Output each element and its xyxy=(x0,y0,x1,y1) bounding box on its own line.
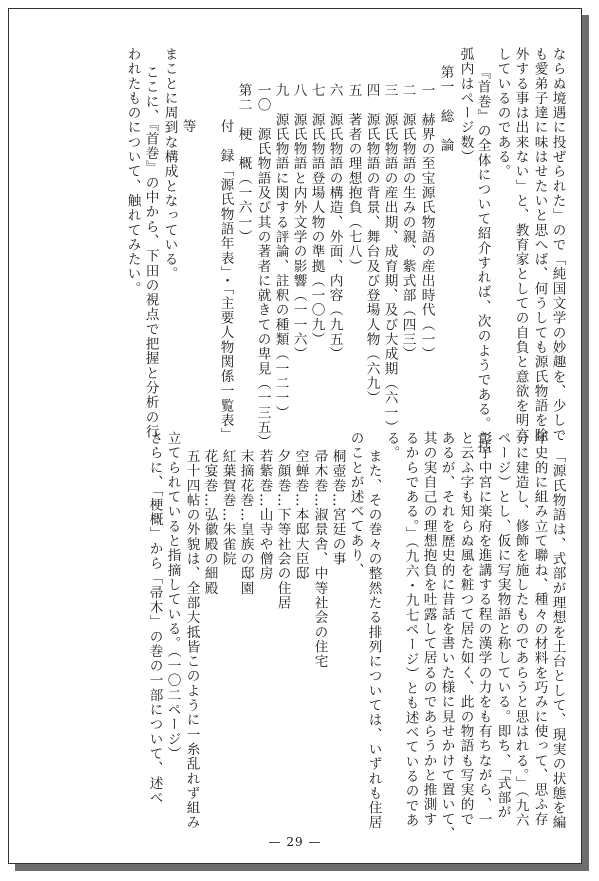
left-text-line: 末摘花巻…皇族の邸園 xyxy=(237,449,254,596)
right-text-line: 九 源氏物語に関する評論、註釈の種類（一二一） xyxy=(272,83,289,420)
left-text-line: 紅葉賀巻…朱雀院 xyxy=(219,449,236,567)
right-text-line: も愛弟子達に味はせたいと思へば、何うしても源氏物語を除 xyxy=(531,47,548,443)
right-text-line: 四 源氏物語の背景、舞台及び登場人物（六九） xyxy=(363,83,380,406)
left-text-line: るからである。」（九六・九七ページ）とも述べているのであ xyxy=(402,431,419,828)
left-text-line: 立てられていると指摘している。（一〇二ページ） xyxy=(164,431,181,762)
right-text-line: 外する事は出来ない」と、教育家としての自負と意欲を明言 xyxy=(512,47,529,443)
left-text-line: 桐壺巻…宮廷の事 xyxy=(329,449,346,567)
left-text-line: 分に建造し、修飾を施したものであらうと思はれる。」（九六 xyxy=(512,431,529,828)
left-text-line: さらに、「梗概」から「帚木」の巻の一部について、述べ xyxy=(146,431,163,806)
left-text-line: 夕顔巻…下等社会の住居 xyxy=(274,449,291,611)
right-text-line: 六 源氏物語の構造、外面、内容（九五） xyxy=(326,83,343,362)
right-text-line: 一 赫界の至宝源氏物語の産出時代（一） xyxy=(418,83,435,362)
left-text-line: 年史的に組み立て聯ね、種々の材料を巧みに使って、思ふ存 xyxy=(531,431,548,827)
left-text-line: 花宴巻…弘徽殿の細殿 xyxy=(201,449,218,596)
right-text-line: 一〇 源氏物語及び其の著者に就きての卑見（一三五） xyxy=(254,83,271,450)
right-text-line: 五 著者の理想抱負（七八） xyxy=(345,83,362,274)
right-text-line: まことに周到な構成となっている。 xyxy=(161,47,178,282)
left-text-line: ページ）とし、仮に写実物語と称している。即ち、「式部が xyxy=(494,431,511,820)
left-text-line: と云ふ字も知らぬ風を粧つて居た如く、此の物語も写実的で xyxy=(457,431,474,827)
left-text-line: 彰子中宮に楽府を進講する程の漢学の力をも有ちながら、一 xyxy=(475,431,492,827)
right-text-line: 弧内はページ数） xyxy=(457,47,474,165)
left-text-line: 帚木巻…淑景舎、中等社会の住宅 xyxy=(311,449,328,669)
right-text-line: 等 xyxy=(179,119,196,134)
right-text-line: 第二 梗 概（一六一） xyxy=(235,83,252,245)
right-text-line: 『首巻』の全体について紹介すれば、次のようである。（括 xyxy=(474,65,491,454)
right-text-line: 二 源氏物語の生みの親、紫式部（四三） xyxy=(399,83,416,362)
left-text-line: 五十四帖の外貌は、全部大抵皆このように一糸乱れず組み xyxy=(183,449,200,830)
left-text-line: 「源氏物語は、式部が理想を土台として、現実の状態を編 xyxy=(549,449,566,830)
right-text-line: ここに、『首巻』の中から、下田の視点で把握と分析の行 xyxy=(142,65,159,440)
right-text-line: 七 源氏物語登場人物の準拠（一〇九） xyxy=(308,83,325,347)
right-text-line: 三 源氏物語の産出期、成育期、及び大成期（六一） xyxy=(381,83,398,435)
left-text-line: あるが、それを歴史的に昔話を書いた様に見せかけて置いて、 xyxy=(438,431,455,842)
left-text-line: また、その巻々の整然たる排列については、いずれも住居 xyxy=(365,449,382,830)
left-text-line: 若紫巻…山寺や僧房 xyxy=(256,449,273,581)
right-text-line: ならぬ境遇に投ぜられた」ので「純国文学の妙趣を、少しで xyxy=(549,47,566,443)
right-text-line: しているのである。 xyxy=(494,47,511,179)
page-number: — 29 — xyxy=(268,835,322,849)
left-text-line: 其の実自己の理想抱負を吐露して居るのであらうかと推測す xyxy=(420,431,437,827)
document-page xyxy=(8,8,582,864)
right-text-line: 八 源氏物語と内外文学の影響（一一六） xyxy=(290,83,307,362)
right-text-line: われたものについて、触れてみたい。 xyxy=(124,47,141,297)
right-text-line: 付 録「源氏物語年表」・「主要人物関係一覧表」 xyxy=(217,119,234,443)
left-text-line: る。 xyxy=(383,431,400,461)
left-text-line: のことが述べてあり、 xyxy=(347,431,364,578)
left-text-line: 空蝉巻…本邸大臣邸 xyxy=(292,449,309,581)
right-text-line: 第一 総 論 xyxy=(437,65,454,153)
